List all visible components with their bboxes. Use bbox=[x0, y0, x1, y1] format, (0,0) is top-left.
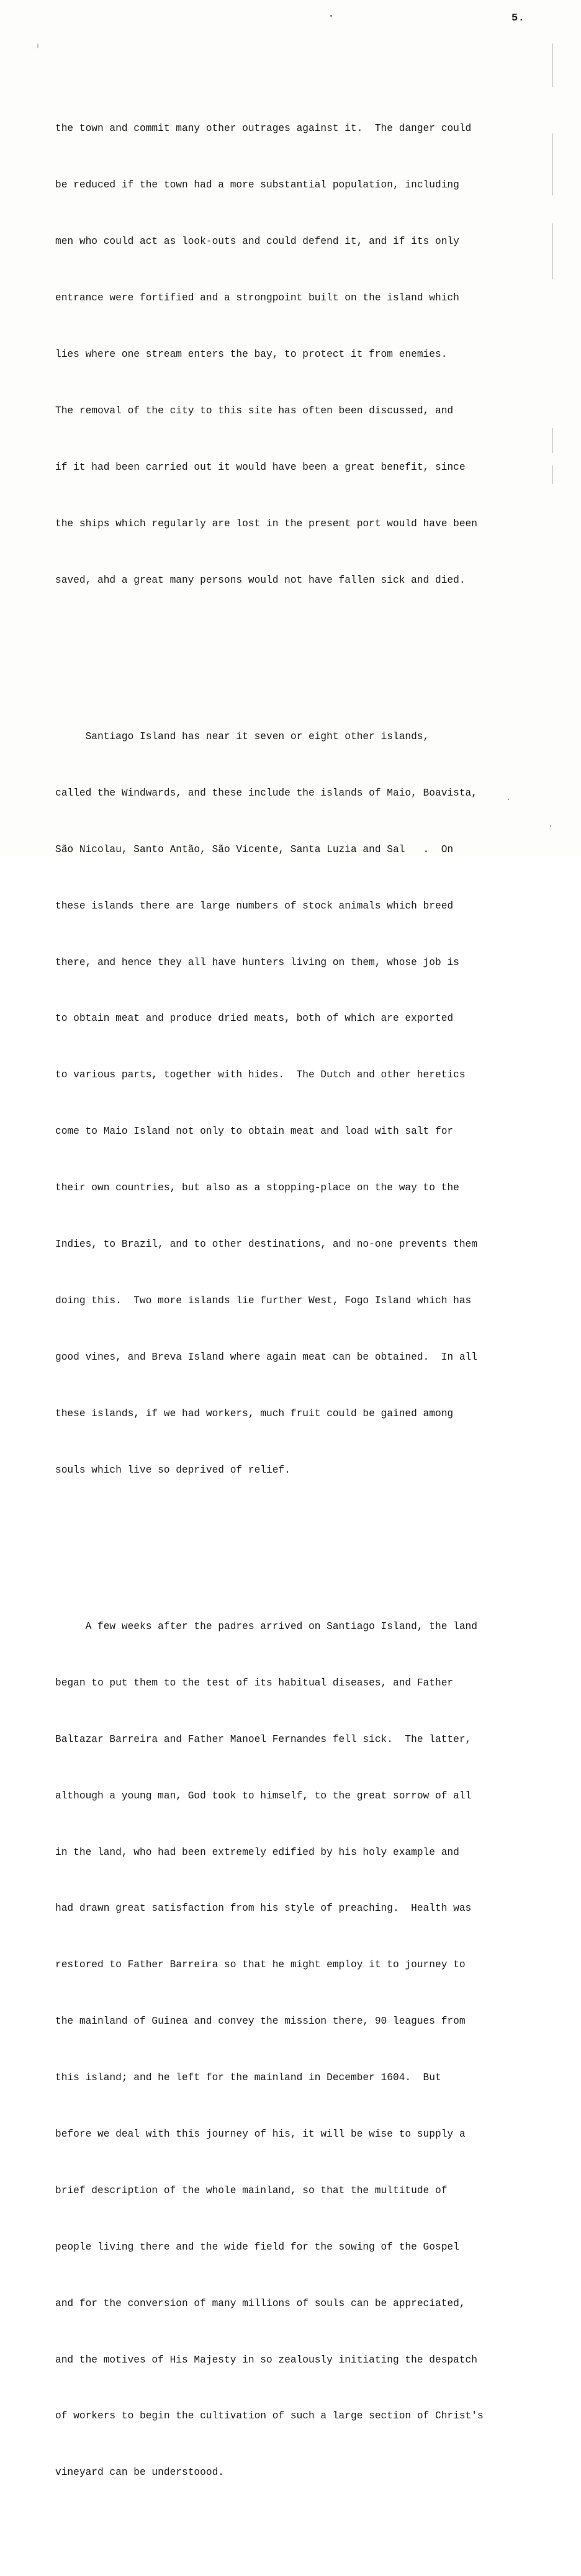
text-line: called the Windwards, and these include the islands of Maio, Boavista, bbox=[55, 787, 477, 799]
text-line: São Nicolau, Santo Antão, São Vicente, Santa Luzia and Sal . On bbox=[55, 843, 454, 855]
text-line: if it had been carried out it would have been a great benefit, since bbox=[55, 461, 466, 473]
text-line: good vines, and Breva Island where again meat can be obtained. In all bbox=[55, 1351, 477, 1363]
text-line: to obtain meat and produce dried meats, both of which are exported bbox=[55, 1013, 454, 1025]
text-line: Baltazar Barreira and Father Manoel Fernandes fell sick. The latter, bbox=[55, 1733, 472, 1745]
text-line: before we deal with this journey of his, it will be wise to supply a bbox=[55, 2128, 466, 2140]
text-line: restored to Father Barreira so that he might employ it to journey to bbox=[55, 1959, 466, 1971]
text-line: entrance were fortified and a strongpoint built on the island which bbox=[55, 292, 459, 304]
text-line: although a young man, God took to himself, to the great sorrow of all bbox=[55, 1790, 472, 1802]
text-line: brief description of the whole mainland, so that the multitude of bbox=[55, 2184, 448, 2196]
page-number: 5. bbox=[511, 12, 525, 24]
text-line: had drawn great satisfaction from his style of preaching. Health was bbox=[55, 1903, 472, 1914]
text-line: be reduced if the town had a more substantial population, including bbox=[55, 179, 459, 191]
text-line: the town and commit many other outrages against it. The danger could bbox=[55, 123, 472, 135]
text-line: doing this. Two more islands lie further West, Fogo Island which has bbox=[55, 1295, 472, 1306]
text-line: Indies, to Brazil, and to other destinations, and no-one prevents them bbox=[55, 1239, 477, 1250]
text-line: lies where one stream enters the bay, to protect it from enemies. bbox=[55, 349, 448, 361]
text-line: people living there and the wide field for the sowing of the Gospel bbox=[55, 2241, 459, 2253]
text-line: there, and hence they all have hunters living on them, whose job is bbox=[55, 956, 459, 968]
body-text bbox=[55, 25, 546, 2576]
text-line: come to Maio Island not only to obtain meat and load with salt for bbox=[55, 1126, 454, 1138]
paragraph-1 bbox=[55, 82, 546, 627]
scan-speck bbox=[550, 825, 551, 827]
text-line: began to put them to the test of its habitual diseases, and Father bbox=[55, 1677, 454, 1689]
text-line: the mainland of Guinea and convey the mission there, 90 leagues from bbox=[55, 2016, 466, 2027]
text-line: A few weeks after the padres arrived on Santiago Island, the land bbox=[55, 1620, 477, 1632]
text-line: Santiago Island has near it seven or eight other islands, bbox=[55, 730, 430, 742]
scan-speck bbox=[508, 799, 509, 800]
text-line: their own countries, but also as a stopping-place on the way to the bbox=[55, 1182, 459, 1194]
text-line: saved, ahd a great many persons would not have fallen sick and died. bbox=[55, 574, 466, 586]
paragraph-2 bbox=[55, 689, 546, 1517]
text-line: to various parts, together with hides. The Dutch and other heretics bbox=[55, 1069, 466, 1081]
text-line: these islands there are large numbers of stock animals which breed bbox=[55, 900, 454, 912]
text-line: this island; and he left for the mainland in December 1604. But bbox=[55, 2072, 441, 2084]
text-line: of workers to begin the cultivation of such a large section of Christ's bbox=[55, 2410, 484, 2422]
text-line: The removal of the city to this site has often been discussed, and bbox=[55, 405, 454, 416]
text-line: vineyard can be understoood. bbox=[55, 2467, 224, 2479]
paragraph-3 bbox=[55, 1579, 546, 2520]
text-line: men who could act as look-outs and could defend it, and if its only bbox=[55, 236, 459, 248]
scan-speck bbox=[330, 15, 332, 17]
text-line: the ships which regularly are lost in the present port would have been bbox=[55, 518, 477, 529]
text-line: and the motives of His Majesty in so zealously initiating the despatch bbox=[55, 2354, 477, 2366]
text-line: these islands, if we had workers, much fruit could be gained among bbox=[55, 1407, 454, 1419]
text-line: souls which live so deprived of relief. bbox=[55, 1464, 290, 1476]
text-line: in the land, who had been extremely edified by his holy example and bbox=[55, 1846, 459, 1858]
scan-speck bbox=[37, 43, 38, 48]
text-line: and for the conversion of many millions of souls can be appreciated, bbox=[55, 2297, 466, 2309]
